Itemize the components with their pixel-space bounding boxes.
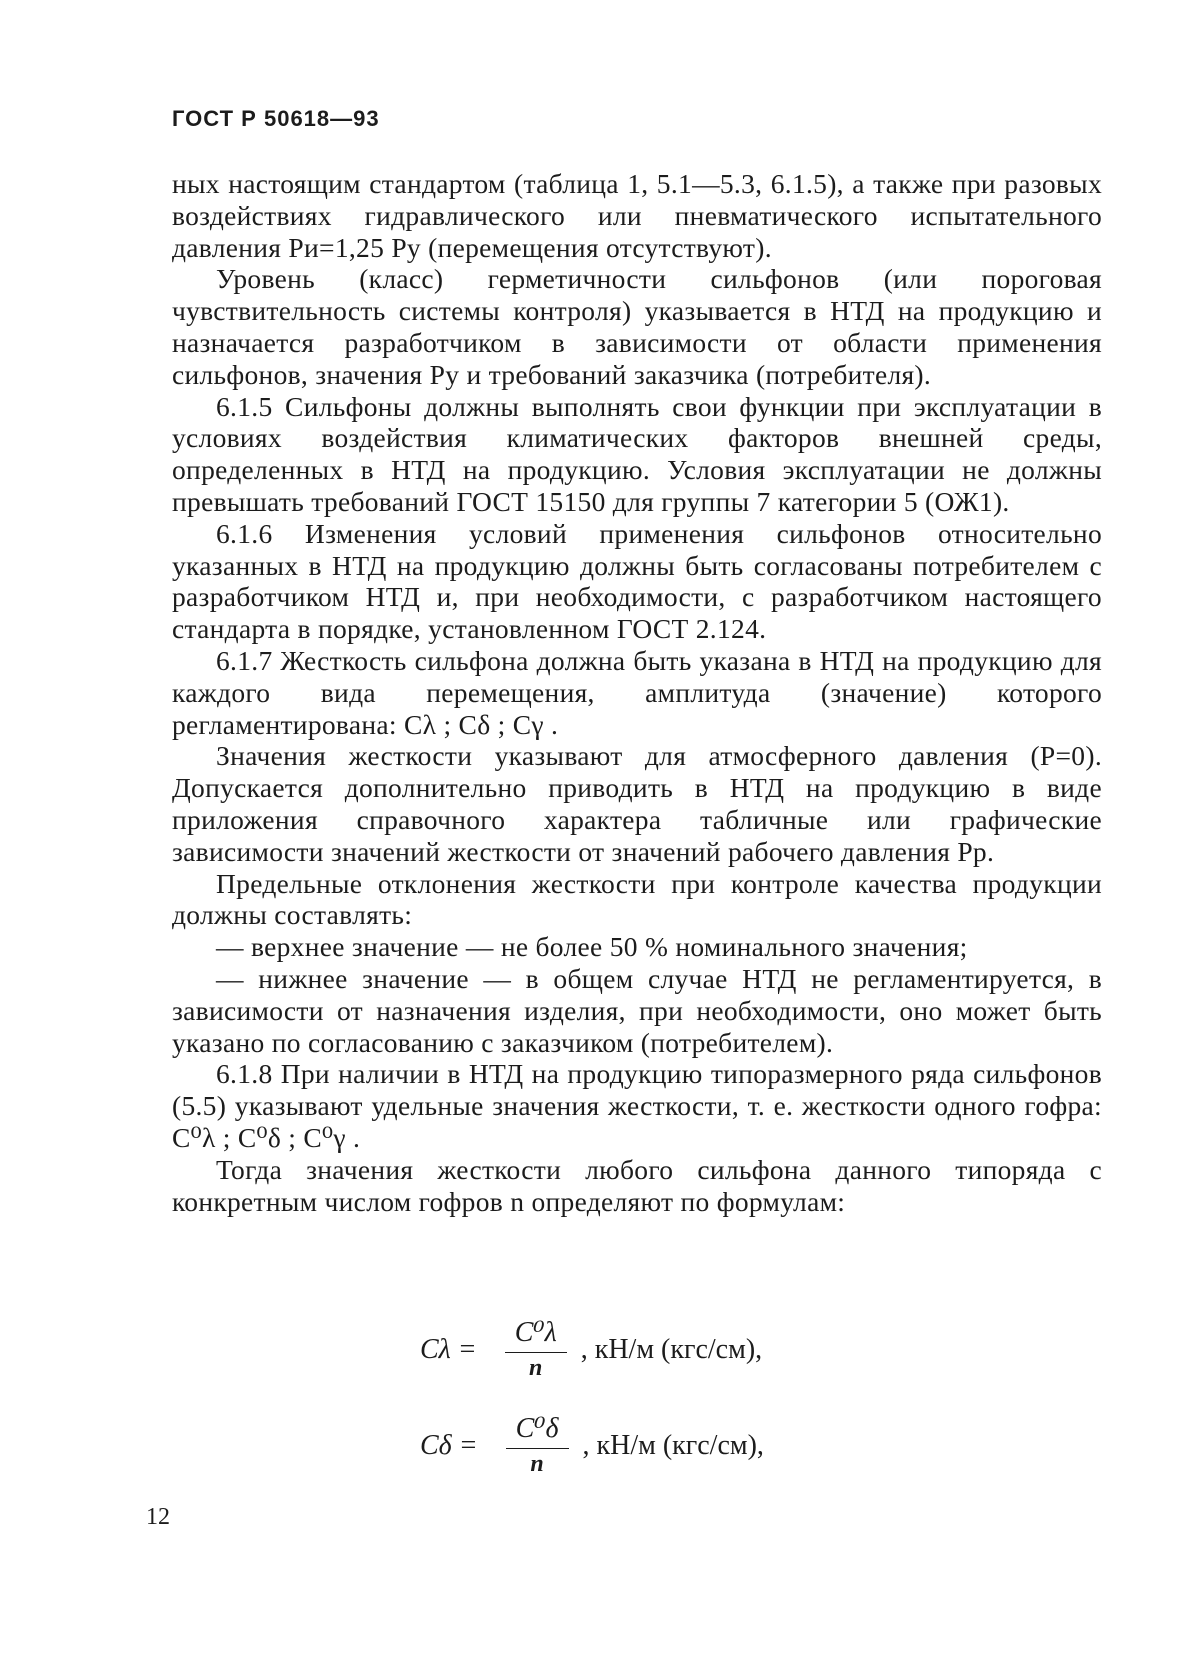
formula-lhs: Cλ = (420, 1333, 477, 1365)
paragraph: 6.1.8 При наличии в НТД на продукцию типоразмерного ряда сильфонов (5.5) указывают удельные значения жесткости, т. е. жесткости одного гофра: C⁰λ ; C⁰δ ; C⁰γ . (172, 1058, 1102, 1153)
body-text (172, 168, 1102, 1217)
formula-lhs: Cδ = (420, 1429, 478, 1461)
paragraph: — нижнее значение — в общем случае НТД не регламентируется, в зависимости от назначения изделия, при необходимости, оно может быть указано по согласованию с заказчиком (потребителем). (172, 962, 1102, 1058)
paragraph: Значения жесткости указывают для атмосферного давления (P=0). Допускается дополнительно приводить в НТД на продукцию в виде приложения справочного характера табличные или графические зависимости значений жесткости от значений рабочего давления Pр. (172, 740, 1102, 867)
formula-numerator: C⁰λ (505, 1316, 567, 1353)
formula-c-delta (420, 1412, 764, 1479)
paragraph: Предельные отклонения жесткости при контроле качества продукции должны составлять: (172, 867, 1102, 931)
formula-denominator: n (530, 1451, 544, 1477)
paragraph: Уровень (класс) герметичности сильфонов (или пороговая чувствительность системы контроля) указывается в НТД на продукцию и назначается разработчиком в зависимости от области применения сильфонов, значения Pу и требований заказчика (потребителя). (172, 263, 1102, 390)
paragraph: 6.1.5 Сильфоны должны выполнять свои функции при эксплуатации в условиях воздействия климатических факторов внешней среды, определенных в НТД на продукцию. Условия эксплуатации не должны превышать требований ГОСТ 15150 для группы 7 категории 5 (ОЖ1). (172, 390, 1102, 517)
paragraph: Тогда значения жесткости любого сильфона данного типоряда с конкретным числом гофров n определяют по формулам: (172, 1153, 1102, 1217)
formula-denominator: n (529, 1355, 543, 1381)
paragraph: — верхнее значение — не более 50 % номинального значения; (216, 931, 968, 963)
page-number: 12 (146, 1504, 170, 1530)
paragraph: 6.1.6 Изменения условий применения сильфонов относительно указанных в НТД на продукцию должны быть согласованы потребителем с разработчиком НТД и, при необходимости, с разработчиком настоящего стандарта в порядке, установленном ГОСТ 2.124. (172, 517, 1102, 645)
formula-c-lambda (420, 1316, 762, 1383)
document-header: ГОСТ Р 50618—93 (172, 106, 380, 131)
formula-fraction (505, 1316, 567, 1383)
paragraph: ных настоящим стандартом (таблица 1, 5.1—5.3, 6.1.5), а также при разовых воздействиях гидравлического или пневматического испытательного давления Pи=1,25 Pу (перемещения отсутствуют). (172, 168, 1102, 263)
formula-units: , кН/м (кгс/см), (580, 1333, 763, 1365)
formula-numerator: C⁰δ (506, 1412, 569, 1449)
paragraph: 6.1.7 Жесткость сильфона должна быть указана в НТД на продукцию для каждого вида перемещения, амплитуда (значение) которого регламентирована: Cλ ; Cδ ; Cγ . (172, 644, 1102, 740)
formula-fraction (506, 1412, 569, 1479)
formula-units: , кН/м (кгс/см), (582, 1429, 764, 1461)
